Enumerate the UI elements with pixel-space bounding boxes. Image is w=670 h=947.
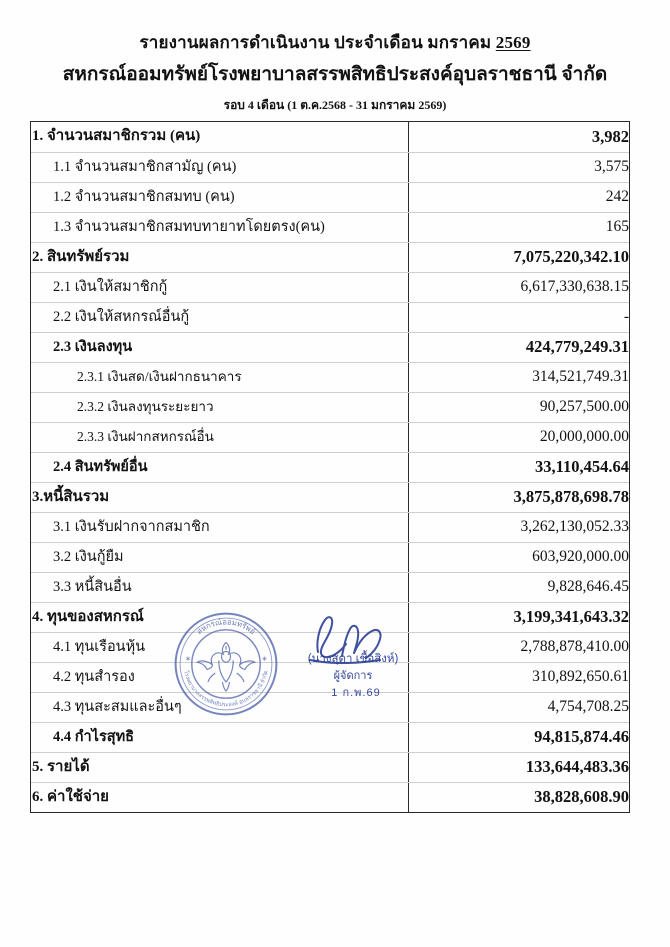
row-value-cell bbox=[408, 782, 629, 812]
row-label: 1.2 จำนวนสมาชิกสมทบ (คน) bbox=[53, 188, 235, 205]
row-label: 2.3.1 เงินสด/เงินฝากธนาคาร bbox=[77, 369, 242, 385]
row-label-cell bbox=[31, 242, 408, 272]
row-label: 2.3 เงินลงทุน bbox=[53, 338, 133, 355]
report-period: รอบ 4 เดือน (1 ต.ค.2568 - 31 มกราคม 2569) bbox=[223, 97, 447, 112]
row-label-cell bbox=[31, 452, 408, 482]
row-label-cell bbox=[31, 392, 408, 422]
signer-role: ผู้จัดการ bbox=[333, 670, 373, 683]
row-label: 4.2 ทุนสำรอง bbox=[53, 668, 135, 685]
row-value: 3,875,878,698.78 bbox=[513, 486, 629, 506]
row-value-cell bbox=[408, 152, 629, 182]
table-row bbox=[31, 422, 629, 452]
table-row bbox=[31, 302, 629, 332]
row-value-cell bbox=[408, 512, 629, 542]
row-label-cell bbox=[31, 752, 408, 782]
table-row bbox=[31, 212, 629, 242]
report-title-prefix: รายงานผลการดำเนินงาน ประจำเดือน มกราคม bbox=[139, 33, 492, 52]
row-label-cell bbox=[31, 722, 408, 752]
svg-text:✶: ✶ bbox=[184, 654, 192, 664]
row-label-cell bbox=[31, 542, 408, 572]
row-value-cell bbox=[408, 752, 629, 782]
row-label: 4.1 ทุนเรือนหุ้น bbox=[53, 638, 146, 655]
row-label-cell bbox=[31, 332, 408, 362]
row-value-cell bbox=[408, 242, 629, 272]
table-row bbox=[31, 722, 629, 752]
row-label-cell bbox=[31, 632, 408, 662]
row-value-cell bbox=[408, 542, 629, 572]
row-label-cell bbox=[31, 782, 408, 812]
row-value: 310,892,650.61 bbox=[532, 668, 629, 686]
row-value: - bbox=[623, 308, 629, 326]
svg-text:✶: ✶ bbox=[261, 654, 268, 664]
table-row bbox=[31, 572, 629, 602]
row-value: 3,199,341,643.32 bbox=[513, 606, 629, 626]
row-value: 314,521,749.31 bbox=[532, 368, 629, 386]
row-label: 5. รายได้ bbox=[32, 758, 90, 775]
row-value-cell bbox=[408, 332, 629, 362]
row-value: 242 bbox=[605, 188, 629, 206]
row-value: 4,754,708.25 bbox=[547, 698, 629, 716]
financial-summary-table bbox=[30, 121, 630, 813]
table-body bbox=[31, 122, 629, 812]
row-label-cell bbox=[31, 512, 408, 542]
organization-name: สหกรณ์ออมทรัพย์โรงพยาบาลสรรพสิทธิประสงค์อุบลราชธานี จำกัด bbox=[62, 63, 608, 85]
svg-text:สหกรณ์ออมทรัพย์: สหกรณ์ออมทรัพย์ bbox=[194, 617, 258, 637]
signer-name: (นางสุดา เชื้อสิงห์) bbox=[307, 653, 399, 665]
row-label: 2.4 สินทรัพย์อื่น bbox=[53, 458, 148, 475]
document-header bbox=[0, 30, 670, 115]
row-value-cell bbox=[408, 722, 629, 752]
table-row bbox=[31, 122, 629, 152]
row-value: 38,828,608.90 bbox=[534, 787, 629, 806]
row-label-cell bbox=[31, 572, 408, 602]
row-label-cell bbox=[31, 182, 408, 212]
row-value: 9,828,646.45 bbox=[547, 578, 629, 596]
row-label-cell bbox=[31, 692, 408, 722]
row-label-cell bbox=[31, 122, 408, 152]
table-row bbox=[31, 272, 629, 302]
table-row bbox=[31, 512, 629, 542]
row-value-cell bbox=[408, 212, 629, 242]
row-label: 3.1 เงินรับฝากจากสมาชิก bbox=[53, 518, 210, 535]
row-value-cell bbox=[408, 482, 629, 512]
row-value: 3,262,130,052.33 bbox=[520, 518, 629, 536]
table-row bbox=[31, 152, 629, 182]
row-value-cell bbox=[408, 182, 629, 212]
table-row bbox=[31, 602, 629, 632]
table-row bbox=[31, 242, 629, 272]
row-value-cell bbox=[408, 452, 629, 482]
row-value: 165 bbox=[605, 218, 629, 236]
table-row bbox=[31, 362, 629, 392]
row-value: 3,982 bbox=[591, 126, 629, 146]
row-label: 2.3.3 เงินฝากสหกรณ์อื่น bbox=[77, 429, 214, 445]
row-value: 94,815,874.46 bbox=[534, 726, 629, 746]
row-label: 1.3 จำนวนสมาชิกสมทบทายาทโดยตรง(คน) bbox=[53, 218, 325, 235]
row-value: 424,779,249.31 bbox=[525, 336, 629, 356]
row-value-cell bbox=[408, 662, 629, 692]
row-value: 603,920,000.00 bbox=[532, 548, 629, 566]
row-label: 3.หนี้สินรวม bbox=[32, 488, 110, 505]
row-label: 3.2 เงินกู้ยืม bbox=[53, 548, 124, 565]
report-title-line1 bbox=[0, 30, 670, 56]
svg-text:โรงพยาบาลสรรพสิทธิประสงค์ อุบล: โรงพยาบาลสรรพสิทธิประสงค์ อุบลราชธานี จำกัด bbox=[182, 670, 270, 709]
row-value: 133,644,483.36 bbox=[525, 756, 629, 776]
row-value: 3,575 bbox=[594, 158, 629, 176]
table-row bbox=[31, 332, 629, 362]
row-value-cell bbox=[408, 122, 629, 152]
row-label-cell bbox=[31, 272, 408, 302]
row-label-cell bbox=[31, 152, 408, 182]
row-label: 6. ค่าใช้จ่าย bbox=[32, 788, 109, 805]
row-value-cell bbox=[408, 392, 629, 422]
row-value: 90,257,500.00 bbox=[539, 398, 629, 416]
row-value: 20,000,000.00 bbox=[539, 428, 629, 446]
row-label-cell bbox=[31, 482, 408, 512]
report-year: 2569 bbox=[495, 33, 531, 52]
table-row bbox=[31, 752, 629, 782]
row-label-cell bbox=[31, 302, 408, 332]
row-value-cell bbox=[408, 302, 629, 332]
table-row bbox=[31, 632, 629, 662]
table-row bbox=[31, 782, 629, 812]
row-value-cell bbox=[408, 572, 629, 602]
row-value-cell bbox=[408, 602, 629, 632]
table-row bbox=[31, 662, 629, 692]
row-value: 33,110,454.64 bbox=[535, 456, 629, 476]
signature-date: 1 ก.พ.69 bbox=[331, 687, 381, 700]
row-label: 4. ทุนของสหกรณ์ bbox=[32, 608, 144, 625]
row-label: 4.3 ทุนสะสมและอื่นๆ bbox=[53, 698, 182, 715]
table-row bbox=[31, 452, 629, 482]
row-value: 2,788,878,410.00 bbox=[520, 638, 629, 656]
row-label-cell bbox=[31, 362, 408, 392]
row-value-cell bbox=[408, 692, 629, 722]
row-label: 1.1 จำนวนสมาชิกสามัญ (คน) bbox=[53, 158, 237, 175]
row-label: 4.4 กำไรสุทธิ bbox=[53, 728, 135, 745]
table-row bbox=[31, 392, 629, 422]
row-value-cell bbox=[408, 272, 629, 302]
row-label-cell bbox=[31, 422, 408, 452]
row-label: 2.3.2 เงินลงทุนระยะยาว bbox=[77, 399, 214, 415]
table-row bbox=[31, 182, 629, 212]
row-label-cell bbox=[31, 212, 408, 242]
row-label-cell bbox=[31, 662, 408, 692]
table-row bbox=[31, 542, 629, 572]
row-label: 2.1 เงินให้สมาชิกกู้ bbox=[53, 278, 168, 295]
table-row bbox=[31, 482, 629, 512]
row-label: 1. จำนวนสมาชิกรวม (คน) bbox=[32, 128, 201, 145]
row-value: 7,075,220,342.10 bbox=[513, 246, 629, 266]
row-value-cell bbox=[408, 422, 629, 452]
row-value-cell bbox=[408, 362, 629, 392]
row-label-cell bbox=[31, 602, 408, 632]
row-label: 3.3 หนี้สินอื่น bbox=[53, 578, 132, 595]
table-row bbox=[31, 692, 629, 722]
row-value: 6,617,330,638.15 bbox=[520, 278, 629, 296]
row-label: 2.2 เงินให้สหกรณ์อื่นกู้ bbox=[53, 308, 190, 325]
row-value-cell bbox=[408, 632, 629, 662]
row-label: 2. สินทรัพย์รวม bbox=[32, 248, 130, 265]
